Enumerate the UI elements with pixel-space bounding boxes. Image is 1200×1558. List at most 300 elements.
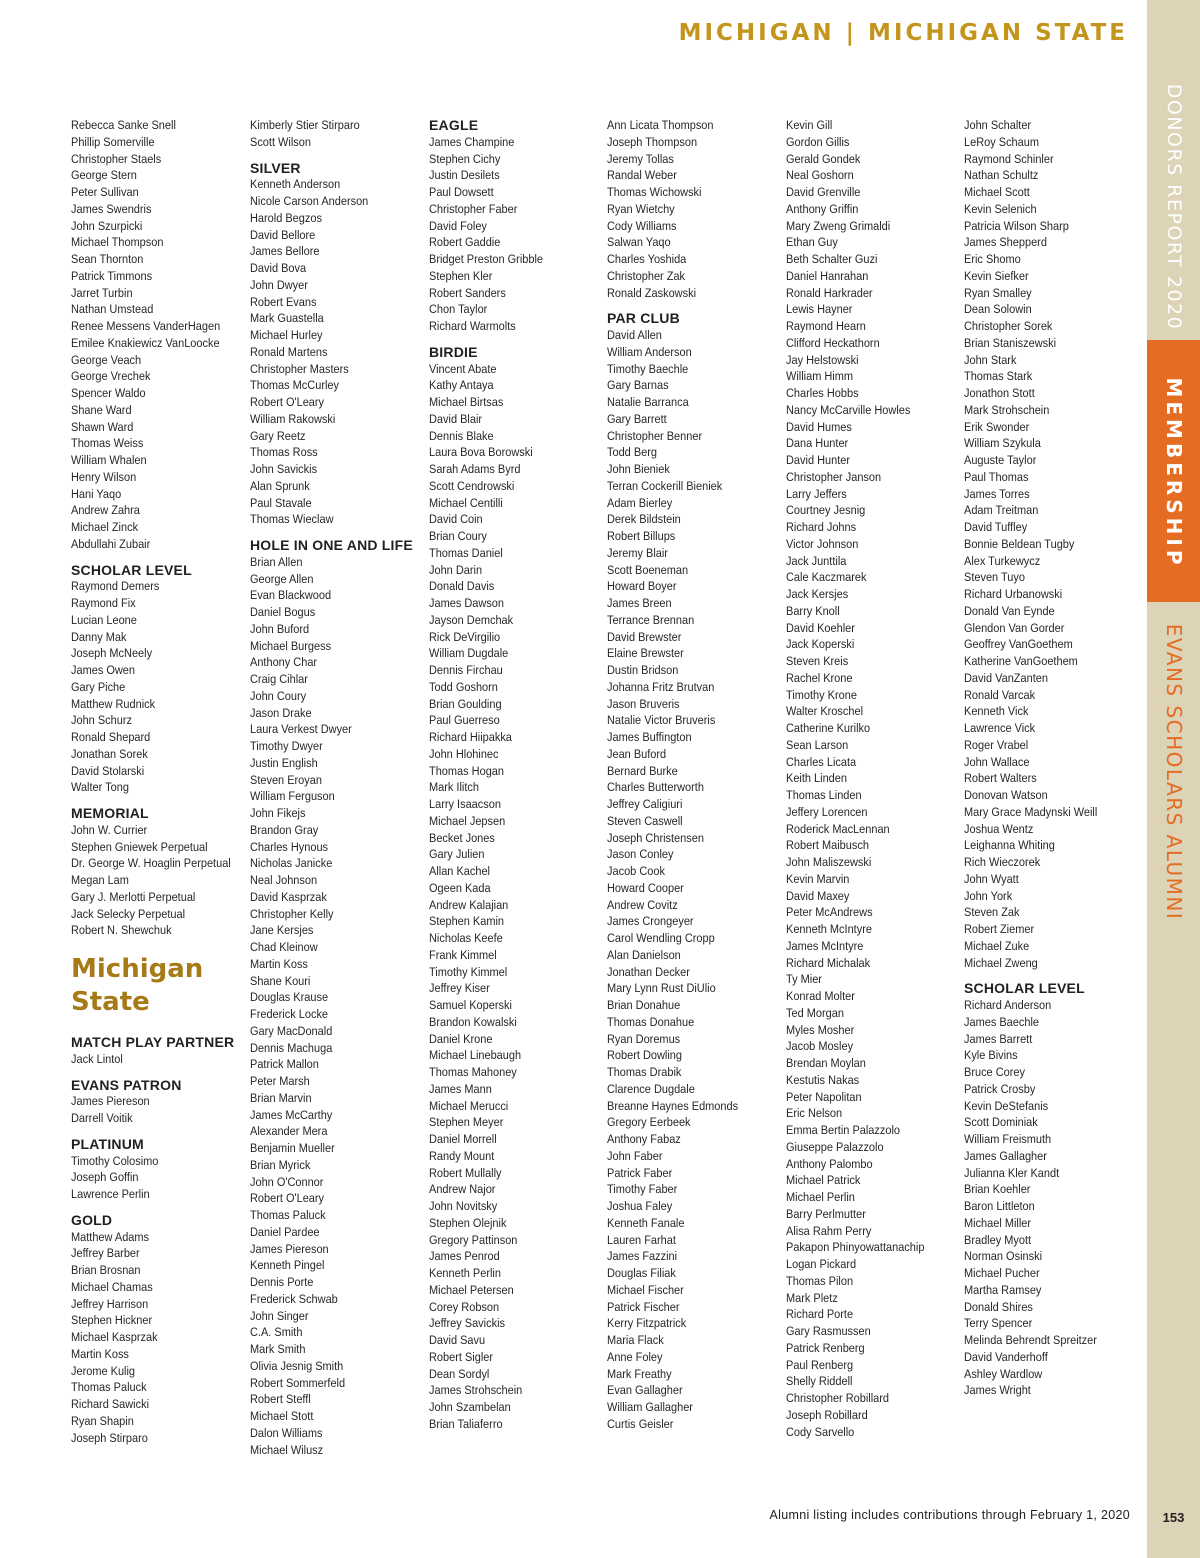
donor-name: Catherine Kurilko — [786, 721, 871, 735]
donor-name: Lawrence Vick — [964, 721, 1036, 735]
donor-name: John Schalter — [964, 118, 1032, 132]
donor-name: Kevin Selenich — [964, 201, 1037, 216]
donor-level-title: SCHOLAR LEVEL — [964, 980, 1085, 997]
donor-name: Stephen Cichy — [429, 151, 501, 166]
donor-name: Andrew Zahra — [71, 503, 140, 518]
donor-name: Brian Marvin — [250, 1090, 312, 1105]
donor-name: Ryan Shapin — [71, 1413, 134, 1428]
donor-name: Shane Ward — [71, 402, 132, 417]
donor-name: Mark Smith — [250, 1342, 306, 1356]
donor-name: James Owen — [71, 663, 136, 677]
donor-name: Michael Jepsen — [429, 813, 506, 828]
donor-level-title: SCHOLAR LEVEL — [71, 561, 192, 578]
donor-level-title: MATCH PLAY PARTNER — [71, 1034, 235, 1050]
donor-name: Eric Shomo — [964, 252, 1021, 266]
donor-name: Michael Zweng — [964, 955, 1038, 970]
donor-name: Ted Morgan — [786, 1005, 844, 1020]
donor-name: Paul Guerreso — [429, 713, 500, 728]
donor-name: Steven Tuyo — [964, 570, 1025, 585]
donor-name: Robert N. Shewchuk — [71, 923, 172, 938]
donor-name: John Wallace — [964, 754, 1030, 769]
donor-name: Randy Mount — [429, 1148, 495, 1163]
donor-name: Pakapon Phinyowattanachip — [786, 1240, 925, 1255]
donor-name: James Mann — [429, 1081, 492, 1096]
donor-name: David Coin — [429, 512, 483, 527]
donor-name: Thomas Pilon — [786, 1273, 854, 1288]
donor-name: Stephen Meyer — [429, 1115, 504, 1130]
donor-name: Maria Flack — [607, 1333, 664, 1347]
donor-name: John Wyatt — [964, 871, 1019, 886]
donor-name: Paul Thomas — [964, 469, 1029, 484]
donor-name: Melinda Behrendt Spreitzer — [964, 1333, 1097, 1347]
donor-name: Barry Perlmutter — [786, 1206, 866, 1221]
donor-name: Jonathon Stott — [964, 386, 1035, 400]
donor-name: Mary Lynn Rust DiUlio — [607, 981, 716, 996]
donor-name: Rebecca Sanke Snell — [71, 118, 176, 132]
donor-name: James Torres — [964, 486, 1030, 501]
donor-name: Ty Mier — [786, 972, 822, 987]
donor-name: Robert Walters — [964, 771, 1037, 786]
donor-name: Carol Wendling Cropp — [607, 931, 715, 945]
donor-name: Brian Taliaferro — [429, 1416, 503, 1431]
donor-name: Dalon Williams — [250, 1425, 323, 1440]
donor-name: Robert O'Leary — [250, 1191, 325, 1206]
donor-name: Mark Ilitch — [429, 780, 479, 795]
donor-name: Neal Goshorn — [786, 168, 854, 183]
donor-name: Daniel Bogus — [250, 605, 316, 619]
donor-name: Jeffrey Barber — [71, 1246, 140, 1261]
donor-name: Mary Zweng Grimaldi — [786, 218, 891, 233]
donor-name: James Wright — [964, 1383, 1031, 1398]
donor-name: Christopher Zak — [607, 268, 686, 283]
donor-name: Jack Kersjes — [786, 587, 849, 601]
donor-name: Larry Jeffers — [786, 486, 847, 501]
donor-name: Thomas Wieclaw — [250, 512, 334, 527]
donor-name: Jeremy Tollas — [607, 151, 674, 166]
donor-name: Jayson Demchak — [429, 612, 514, 627]
donor-name: Nancy McCarville Howles — [786, 402, 911, 417]
donor-name: Ryan Doremus — [607, 1031, 681, 1046]
donor-name: Robert Sommerfeld — [250, 1375, 346, 1390]
donor-name: Lauren Farhat — [607, 1232, 676, 1247]
donor-name: Christopher Sorek — [964, 319, 1053, 333]
donor-name: Todd Berg — [607, 445, 658, 460]
donor-name: Frederick Schwab — [250, 1291, 338, 1306]
donor-name: Christopher Robillard — [786, 1391, 890, 1405]
donor-name: Kathy Antaya — [429, 378, 494, 393]
donor-name: David Bova — [250, 261, 307, 275]
donor-name: Steven Caswell — [607, 813, 683, 828]
donor-name: Peter McAndrews — [786, 905, 873, 920]
donor-name: Ronald Zaskowski — [607, 285, 697, 300]
donor-name: James Piereson — [250, 1241, 329, 1256]
donor-name: Kerry Fitzpatrick — [607, 1316, 687, 1331]
donor-name: Lawrence Perlin — [71, 1187, 150, 1201]
donor-name: Scott Dominiak — [964, 1115, 1038, 1130]
donor-name: Konrad Molter — [786, 989, 855, 1003]
donor-name: David Vanderhoff — [964, 1349, 1048, 1364]
donor-name: Patrick Mallon — [250, 1057, 319, 1072]
donor-name: Gary MacDonald — [250, 1023, 333, 1038]
donor-name: Raymond Schinler — [964, 151, 1054, 166]
donor-name: Dr. George W. Hoaglin Perpetual — [71, 856, 231, 871]
donor-name: Kevin Siefker — [964, 268, 1029, 283]
donor-name: Jack Koperski — [786, 637, 855, 652]
donor-name: Katherine VanGoethem — [964, 654, 1078, 668]
donor-name: Raymond Hearn — [786, 319, 866, 333]
donor-name: Gary Barrett — [607, 411, 667, 426]
donor-name: James Penrod — [429, 1249, 500, 1264]
donor-name: Kenneth Pingel — [250, 1258, 325, 1273]
donor-name: Brian Donahue — [607, 998, 681, 1012]
donor-name: Donald Davis — [429, 579, 495, 594]
donor-name: Thomas Hogan — [429, 763, 504, 778]
donor-name: Laura Bova Borowski — [429, 445, 533, 460]
donor-name: Kenneth Fanale — [607, 1215, 685, 1230]
donor-name: Julianna Kler Kandt — [964, 1165, 1060, 1180]
donor-name: Erik Swonder — [964, 419, 1030, 434]
donor-name: Matthew Adams — [71, 1229, 150, 1244]
donor-name: Richard Hiipakka — [429, 730, 512, 744]
donor-name: John Savickis — [250, 462, 318, 476]
donor-name: Becket Jones — [429, 830, 495, 845]
donor-name: Paul Dowsett — [429, 185, 494, 199]
donor-name: Bonnie Beldean Tugby — [964, 536, 1075, 551]
donor-name: Brandon Kowalski — [429, 1014, 517, 1029]
donor-name: Johanna Fritz Brutvan — [607, 679, 715, 694]
donor-name: Jack Junttila — [786, 553, 847, 568]
donor-name: Breanne Haynes Edmonds — [607, 1098, 739, 1113]
donor-name: William Freismuth — [964, 1132, 1052, 1146]
donor-name: Anthony Char — [250, 655, 318, 670]
donor-name: Thomas Wichowski — [607, 185, 702, 199]
donor-name: Kenneth McIntyre — [786, 922, 872, 936]
donor-name: Sarah Adams Byrd — [429, 462, 521, 476]
donor-level-title: EVANS PATRON — [71, 1076, 182, 1093]
donor-name: Jason Bruveris — [607, 696, 680, 711]
donor-name: David VanZanten — [964, 670, 1048, 685]
donor-name: Anne Foley — [607, 1349, 663, 1364]
donor-name: Renee Messens VanderHagen — [71, 319, 221, 333]
donor-name: Charles Licata — [786, 754, 857, 769]
donor-name: Brandon Gray — [250, 822, 319, 837]
donor-name: Donovan Watson — [964, 788, 1048, 802]
donor-name: Patricia Wilson Sharp — [964, 218, 1069, 233]
donor-name: Ronald Harkrader — [786, 285, 873, 300]
donor-name: Spencer Waldo — [71, 386, 146, 400]
donor-name: Patrick Renberg — [786, 1340, 865, 1355]
donor-name: William Dugdale — [429, 646, 509, 661]
donor-name: Gary Piche — [71, 679, 126, 694]
donor-name: Jeffery Lorencen — [786, 804, 868, 819]
donor-name: Jeffrey Caligiuri — [607, 797, 683, 811]
donor-name: Thomas Paluck — [250, 1208, 326, 1222]
donor-name: Joseph Christensen — [607, 830, 704, 845]
footer-note: Alumni listing includes contributions through February 1, 2020 — [769, 1508, 1130, 1522]
donor-name: Jeremy Blair — [607, 545, 668, 560]
donor-name: Douglas Filiak — [607, 1266, 676, 1280]
donor-name: Bridget Preston Gribble — [429, 252, 544, 266]
donor-name: Nicholas Janicke — [250, 856, 333, 871]
donor-name: Brian Brosnan — [71, 1263, 141, 1277]
donor-name: Robert Dowling — [607, 1048, 682, 1063]
donor-name: Bernard Burke — [607, 763, 678, 778]
donor-name: Robert Gaddie — [429, 235, 501, 250]
page-header-title: MICHIGAN | MICHIGAN STATE — [678, 20, 1128, 46]
donor-name: Randal Weber — [607, 168, 677, 183]
donor-name: Thomas Stark — [964, 369, 1033, 384]
donor-name: Emilee Knakiewicz VanLoocke — [71, 335, 220, 350]
donor-name: Brian Myrick — [250, 1157, 311, 1172]
donor-name: John O'Connor — [250, 1174, 324, 1189]
donor-name: John Coury — [250, 688, 307, 703]
donor-name: Roderick MacLennan — [786, 821, 890, 836]
donor-name: Thomas Weiss — [71, 436, 144, 451]
donor-name: Michael Linebaugh — [429, 1048, 522, 1063]
donor-name: Robert O'Leary — [250, 395, 325, 409]
donor-name: David Grenville — [786, 185, 861, 199]
donor-name: Gary Barnas — [607, 378, 669, 393]
donor-name: Danny Mak — [71, 629, 127, 644]
donor-name: Brian Staniszewski — [964, 335, 1057, 350]
donor-name: Joshua Faley — [607, 1199, 673, 1213]
donor-name: Ronald Varcak — [964, 687, 1036, 702]
donor-name: Matthew Rudnick — [71, 696, 156, 711]
donor-name: Joseph Goffin — [71, 1170, 139, 1185]
donor-name: Laura Verkest Dwyer — [250, 722, 352, 737]
donor-name: Michael Centilli — [429, 495, 503, 510]
donor-name: Scott Wilson — [250, 134, 311, 149]
donor-name: Michael Kasprzak — [71, 1330, 158, 1344]
donor-column-3 — [429, 117, 605, 1433]
donor-name: David Blair — [429, 411, 483, 426]
donor-name: David Foley — [429, 218, 487, 233]
donor-name: Stephen Kler — [429, 268, 493, 283]
donor-name: Richard Urbanowski — [964, 587, 1063, 601]
donor-name: Sean Thornton — [71, 252, 144, 266]
donor-name: Joshua Wentz — [964, 821, 1034, 836]
donor-name: Patrick Fischer — [607, 1299, 680, 1314]
donor-name: Shawn Ward — [71, 419, 134, 434]
donor-name: Lewis Hayner — [786, 302, 853, 317]
donor-name: Kevin Marvin — [786, 871, 850, 886]
donor-name: Derek Bildstein — [607, 512, 681, 527]
donor-name: Jeffrey Kiser — [429, 981, 490, 996]
donor-name: Jane Kersjes — [250, 923, 314, 938]
donor-name: Abdullahi Zubair — [71, 536, 151, 551]
donor-name: Logan Pickard — [786, 1257, 857, 1271]
donor-level-title: EAGLE — [429, 117, 479, 133]
donor-name: C.A. Smith — [250, 1325, 303, 1340]
donor-name: Martin Koss — [71, 1346, 129, 1361]
donor-name: Michael Birtsas — [429, 395, 504, 409]
donor-name: Natalie Barranca — [607, 395, 689, 409]
donor-name: Scott Cendrowski — [429, 478, 515, 493]
donor-name: Michael Stott — [250, 1409, 314, 1423]
donor-name: Gerald Gondek — [786, 151, 861, 166]
donor-name: Patrick Timmons — [71, 268, 153, 283]
donor-name: William Whalen — [71, 453, 147, 467]
donor-name: Anthony Fabaz — [607, 1132, 681, 1146]
donor-level-title: BIRDIE — [429, 343, 478, 360]
donor-name: Mark Guastella — [250, 311, 324, 326]
donor-name: Frederick Locke — [250, 1007, 329, 1021]
donor-name: William Gallagher — [607, 1400, 693, 1414]
donor-name: Dennis Blake — [429, 428, 494, 443]
donor-name: Robert Ziemer — [964, 922, 1035, 936]
donor-name: Richard Michalak — [786, 955, 871, 970]
donor-name: David Maxey — [786, 888, 850, 903]
donor-name: Howard Boyer — [607, 579, 677, 594]
donor-name: James Strohschein — [429, 1383, 523, 1398]
donor-name: Jason Conley — [607, 847, 674, 862]
donor-name: Clarence Dugdale — [607, 1081, 695, 1096]
donor-name: George Vrechek — [71, 369, 151, 384]
donor-name: Giuseppe Palazzolo — [786, 1139, 884, 1154]
donor-name: James Crongeyer — [607, 914, 694, 929]
donor-name: Thomas Ross — [250, 445, 318, 460]
donor-name: Mary Grace Madynski Weill — [964, 804, 1098, 819]
donor-name: William Ferguson — [250, 789, 335, 804]
donor-name: David Tuffley — [964, 520, 1028, 534]
donor-name: Joseph McNeely — [71, 646, 153, 661]
donor-name: John Maliszewski — [786, 855, 872, 869]
donor-name: Dana Hunter — [786, 436, 849, 451]
donor-name: LeRoy Schaum — [964, 134, 1039, 149]
donor-name: Michael Pucher — [964, 1266, 1040, 1280]
donor-name: Bruce Corey — [964, 1065, 1025, 1079]
donor-name: James Swendris — [71, 201, 152, 216]
donor-name: Rachel Krone — [786, 670, 853, 685]
donor-name: Kestutis Nakas — [786, 1072, 860, 1087]
donor-name: Martin Koss — [250, 956, 308, 971]
donor-name: Walter Kroschel — [786, 704, 864, 719]
donor-name: Anthony Griffin — [786, 201, 859, 216]
donor-name: David Brewster — [607, 629, 682, 644]
donor-name: Gordon Gillis — [786, 134, 850, 149]
donor-name: Michael Hurley — [250, 328, 323, 342]
donor-name: Geoffrey VanGoethem — [964, 637, 1073, 652]
donor-name: Eric Nelson — [786, 1106, 843, 1121]
donor-name: John Faber — [607, 1148, 663, 1163]
donor-name: James Buffington — [607, 730, 692, 744]
donor-name: Gregory Pattinson — [429, 1232, 518, 1247]
donor-name: Keith Linden — [786, 771, 847, 786]
donor-name: Thomas Donahue — [607, 1014, 695, 1029]
donor-name: Nathan Schultz — [964, 168, 1039, 183]
donor-name: George Veach — [71, 352, 142, 367]
donor-name: Jonathan Sorek — [71, 746, 148, 761]
donor-name: John Novitsky — [429, 1199, 498, 1213]
donor-name: Hani Yaqo — [71, 486, 122, 501]
donor-name: John Buford — [250, 621, 310, 636]
donor-name: Curtis Geisler — [607, 1416, 674, 1431]
donor-name: Kevin Gill — [786, 118, 833, 132]
donor-name: Kevin DeStefanis — [964, 1098, 1049, 1113]
donor-name: Donald Van Eynde — [964, 603, 1055, 618]
donor-name: Adam Bierley — [607, 495, 673, 510]
donor-name: Samuel Koperski — [429, 998, 512, 1012]
donor-name: John York — [964, 888, 1013, 903]
donor-level-title: HOLE IN ONE AND LIFE — [250, 537, 413, 553]
donor-name: Ethan Guy — [786, 235, 838, 250]
donor-name: Kenneth Anderson — [250, 177, 341, 192]
donor-name: Terran Cockerill Bieniek — [607, 478, 723, 493]
donor-name: Brian Koehler — [964, 1182, 1031, 1197]
donor-name: Shelly Riddell — [786, 1374, 853, 1389]
donor-level-title: GOLD — [71, 1211, 113, 1228]
donor-name: Ronald Martens — [250, 344, 328, 359]
donor-name: Robert Steffl — [250, 1392, 311, 1407]
donor-name: Steven Eroyan — [250, 772, 322, 787]
donor-name: Michael Zinck — [71, 520, 139, 534]
donor-name: Christopher Benner — [607, 428, 703, 443]
donor-name: Neal Johnson — [250, 873, 318, 887]
donor-name: James Baechle — [964, 1014, 1039, 1029]
donor-name: James Dawson — [429, 596, 504, 610]
donor-name: David Humes — [786, 419, 852, 434]
donor-name: Timothy Dwyer — [250, 739, 323, 753]
donor-name: David Koehler — [786, 620, 855, 635]
donor-name: Peter Napolitan — [786, 1089, 862, 1104]
donor-name: David Allen — [607, 328, 662, 342]
donor-name: Andrew Najor — [429, 1182, 496, 1197]
donor-name: Jean Buford — [607, 746, 667, 761]
donor-name: James McCarthy — [250, 1107, 333, 1122]
donor-name: William Himm — [786, 369, 854, 384]
donor-name: Cale Kaczmarek — [786, 570, 867, 585]
donor-name: Christopher Masters — [250, 361, 349, 376]
donor-name: Nicole Carson Anderson — [250, 194, 369, 208]
donor-name: Daniel Krone — [429, 1031, 493, 1046]
donor-name: Stephen Olejnik — [429, 1215, 507, 1230]
donor-name: Victor Johnson — [786, 536, 859, 551]
donor-name: Emma Bertin Palazzolo — [786, 1123, 901, 1137]
donor-name: Michael Zuke — [964, 938, 1030, 953]
donor-level-title: SILVER — [250, 159, 301, 176]
donor-name: Donald Shires — [964, 1299, 1033, 1314]
donor-name: John Stark — [964, 352, 1017, 367]
donor-name: Chad Kleinow — [250, 940, 318, 954]
donor-name: Salwan Yaqo — [607, 235, 671, 250]
donors-report-label: DONORS REPORT 2020 — [1163, 83, 1185, 331]
donor-name: Thomas Mahoney — [429, 1065, 517, 1079]
donor-name: Ronald Shepard — [71, 730, 151, 744]
donor-name: Phillip Somerville — [71, 134, 155, 149]
donor-name: Charles Yoshida — [607, 252, 687, 266]
donor-name: Michael Fischer — [607, 1282, 684, 1297]
donor-name: Paul Stavale — [250, 495, 312, 510]
donor-name: Michael Miller — [964, 1215, 1032, 1230]
donor-name: James Champine — [429, 134, 515, 149]
donor-name: Andrew Covitz — [607, 897, 678, 912]
donor-name: Henry Wilson — [71, 469, 137, 484]
donor-name: Robert Billups — [607, 529, 676, 543]
donor-name: Patrick Faber — [607, 1165, 673, 1180]
donor-name: Andrew Kalajian — [429, 897, 509, 912]
donor-name: David Hunter — [786, 453, 851, 467]
donor-name: Kimberly Stier Stirparo — [250, 118, 360, 132]
donor-name: Alisa Rahm Perry — [786, 1223, 872, 1238]
donor-name: Darrell Voitik — [71, 1111, 133, 1125]
donor-name: Ryan Wietchy — [607, 201, 675, 216]
donor-name: Robert Sigler — [429, 1349, 494, 1364]
donor-name: Terry Spencer — [964, 1316, 1033, 1331]
page-number: 153 — [1162, 1510, 1185, 1525]
donor-name: Kenneth Vick — [964, 704, 1029, 719]
donor-name: Mark Strohschein — [964, 402, 1050, 417]
donor-name: Christopher Kelly — [250, 906, 334, 921]
